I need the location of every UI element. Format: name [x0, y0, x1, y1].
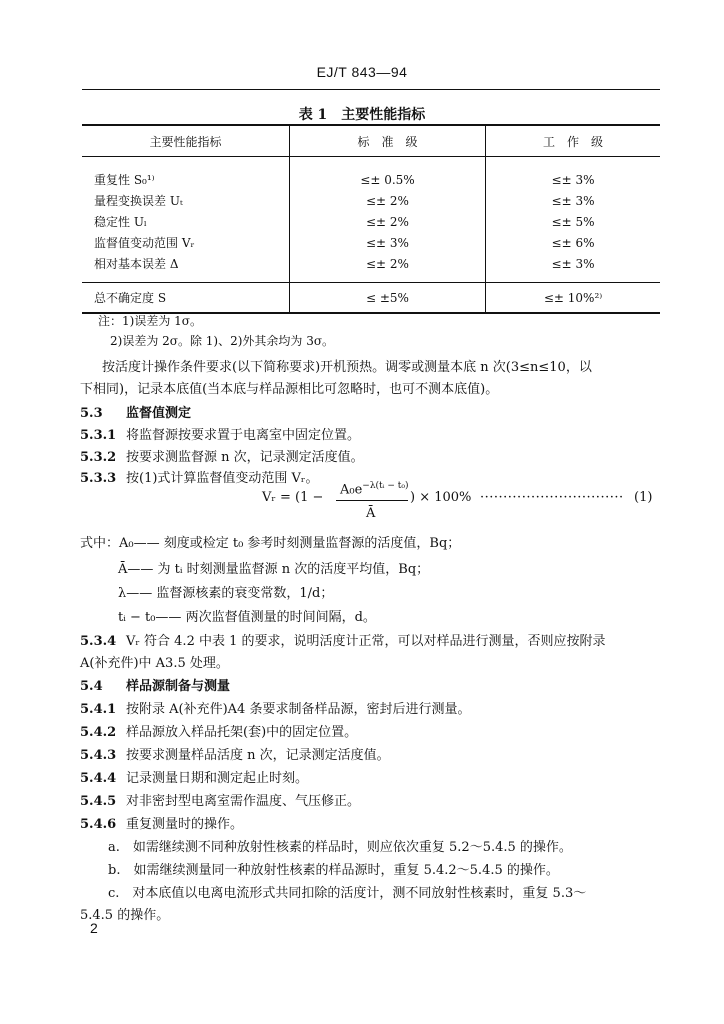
table-total-row	[82, 283, 660, 314]
clause-number: 5.4.4	[80, 771, 117, 786]
standard-value: ≤± 2%	[289, 253, 485, 283]
where-line: tᵢ − t₀—— 两次监督值测量的时间间隔，d。	[118, 610, 376, 625]
formula-numerator	[340, 481, 408, 497]
formula-denominator: Ā	[366, 506, 376, 521]
clause-number: 5.3.2	[80, 450, 117, 465]
header-rule	[82, 89, 660, 90]
standard-value: ≤± 2%	[289, 190, 485, 211]
clause	[80, 467, 318, 486]
where-line: λ—— 监督源核素的衰变常数，1/d；	[118, 586, 334, 601]
formula-number: (1)	[634, 490, 653, 505]
table-row	[82, 190, 660, 211]
table-row	[82, 232, 660, 253]
clause-text: 对非密封型电离室需作温度、气压修正。	[126, 794, 361, 809]
standard-value: ≤± 2%	[289, 211, 485, 232]
clause	[80, 630, 606, 649]
document-code: EJ/T 843—94	[316, 64, 408, 80]
fraction-bar	[336, 500, 408, 501]
clause-number: 5.4.6	[80, 817, 117, 832]
clause-text: 按要求测监督源 n 次，记录测定活度值。	[126, 450, 364, 465]
working-value: ≤± 10%²⁾	[486, 283, 660, 314]
indicator-name: 量程变换误差 Uₜ	[94, 194, 183, 208]
clause-number: 5.3.1	[80, 428, 117, 443]
standard-value: ≤± 3%	[289, 232, 485, 253]
formula-numerator-base: A₀e	[340, 482, 363, 498]
clause	[80, 813, 243, 832]
clause-text: 将监督源按要求置于电离室中固定位置。	[126, 428, 361, 443]
formula-leader: ·······························	[480, 490, 624, 505]
clause	[80, 721, 357, 740]
clause	[80, 767, 308, 786]
table-row	[82, 211, 660, 232]
column-header: 标 准 级	[289, 125, 485, 157]
clause-text: Vᵣ 符合 4.2 中表 1 的要求，说明活度计正常，可以对样品进行测量，否则应按附录	[126, 634, 606, 649]
clause-number: 5.4.1	[80, 702, 117, 717]
clause	[80, 424, 360, 443]
list-item: a. 如需继续测不同种放射性核素的样品时，则应依次重复 5.2～5.4.5 的操作。	[108, 840, 572, 855]
clause-number: 5.3.4	[80, 634, 117, 649]
section-heading	[80, 675, 230, 694]
table-row	[82, 157, 660, 191]
formula-lhs: Vᵣ = (1 −	[262, 490, 324, 505]
indicator-name: 重复性 S₀¹⁾	[94, 173, 155, 187]
clause	[80, 790, 360, 809]
list-item: b. 如需继续测量同一种放射性核素的样品源时，重复 5.4.2～5.4.5 的操作。	[108, 863, 559, 878]
clause-text: 重复测量时的操作。	[126, 817, 244, 832]
clause-number: 5.4.2	[80, 725, 117, 740]
working-value: ≤± 6%	[486, 232, 660, 253]
section-number: 5.3	[80, 406, 103, 421]
clause-text: 按附录 A(补充件)A4 条要求制备样品源，密封后进行测量。	[126, 702, 471, 717]
where-line: Ā—— 为 tᵢ 时刻测量监督源 n 次的活度平均值，Bq；	[118, 562, 430, 577]
paragraph-line: 按活度计操作条件要求(以下简称要求)开机预热。调零或测量本底 n 次(3≤n≤10，以	[102, 360, 592, 375]
standard-value: ≤ ±5%	[289, 283, 485, 314]
indicator-name: 监督值变动范围 Vᵣ	[94, 236, 195, 250]
table-note: 注：1)误差为 1σ。	[98, 314, 202, 328]
working-value: ≤± 5%	[486, 211, 660, 232]
page-number: 2	[90, 920, 98, 936]
working-value: ≤± 3%	[486, 157, 660, 191]
indicator-name: 相对基本误差 Δ	[94, 257, 179, 271]
section-title: 样品源制备与测量	[126, 679, 231, 694]
clause-number: 5.4.3	[80, 748, 117, 763]
list-item: c. 对本底值以电离电流形式共同扣除的活度计，测不同放射性核素时，重复 5.3～	[108, 886, 587, 901]
list-item-continuation: 5.4.5 的操作。	[80, 908, 170, 923]
table-note: 2)误差为 2σ。除 1)、2)外其余均为 3σ。	[110, 334, 335, 348]
where-line: 式中：A₀—— 刻度或检定 t₀ 参考时刻测量监督源的活度值，Bq；	[80, 536, 461, 551]
table-caption: 表 1 主要性能指标	[298, 107, 426, 123]
table-row	[82, 253, 660, 283]
section-heading	[80, 402, 191, 421]
clause-text: 按要求测量样品活度 n 次，记录测定活度值。	[126, 748, 390, 763]
column-header: 工 作 级	[486, 125, 660, 157]
standard-value: ≤± 0.5%	[289, 157, 485, 191]
table-header-row	[82, 125, 660, 157]
indicator-name: 总不确定度 S	[82, 283, 289, 314]
working-value: ≤± 3%	[486, 190, 660, 211]
formula-exponent: −λ(tᵢ − t₀)	[362, 481, 409, 491]
section-number: 5.4	[80, 679, 103, 694]
column-header: 主要性能指标	[82, 125, 289, 157]
clause	[80, 446, 364, 465]
working-value: ≤± 3%	[486, 253, 660, 283]
section-title: 监督值测定	[126, 406, 192, 421]
paragraph-line: A(补充件)中 A3.5 处理。	[80, 656, 229, 671]
indicator-name: 稳定性 Uₗ	[94, 215, 147, 229]
clause-number: 5.3.3	[80, 471, 117, 486]
clause	[80, 744, 390, 763]
clause	[80, 698, 470, 717]
performance-table	[82, 124, 660, 314]
clause-text: 按(1)式计算监督值变动范围 Vᵣ。	[126, 471, 319, 486]
clause-text: 样品源放入样品托架(套)中的固定位置。	[126, 725, 358, 740]
clause-number: 5.4.5	[80, 794, 117, 809]
paragraph-line: 下相同)，记录本底值(当本底与样品源相比可忽略时，也可不测本底值)。	[80, 382, 499, 397]
formula-rhs: ) × 100%	[410, 490, 472, 505]
clause-text: 记录测量日期和测定起止时刻。	[126, 771, 309, 786]
